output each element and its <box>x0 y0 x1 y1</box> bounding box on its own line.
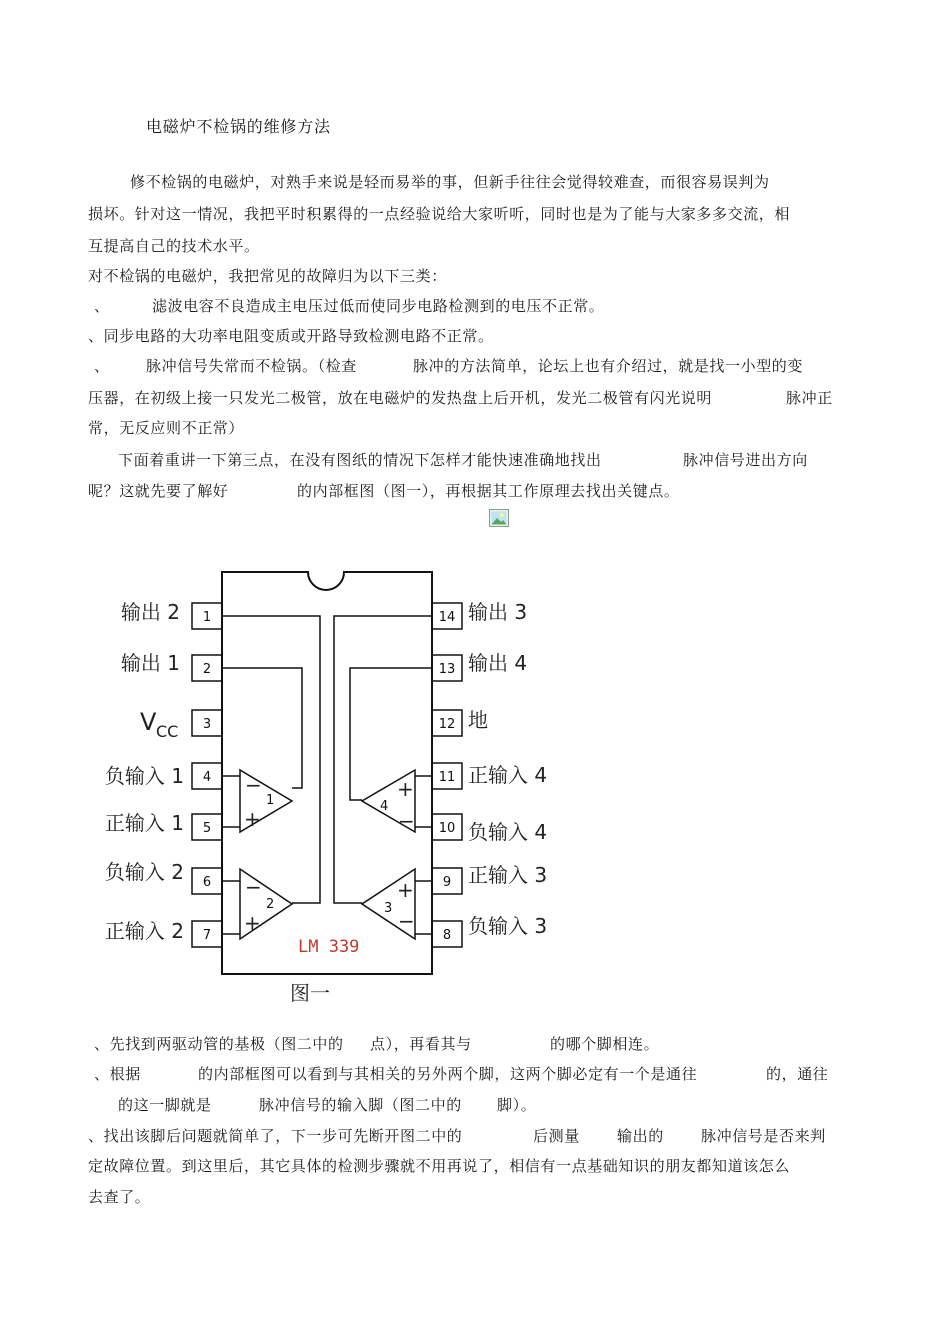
pin-3-number: 3 <box>202 717 212 732</box>
pin-5-number: 5 <box>202 821 212 836</box>
pin-14-label: 输出 3 <box>468 600 528 624</box>
step-3f: 去查了。 <box>88 1188 151 1206</box>
step-3a: 、找出该脚后问题就简单了，下一步可先断开图二中的 <box>88 1127 463 1145</box>
pin-7-number: 7 <box>202 928 212 943</box>
classify-text: 对不检锅的电磁炉，我把常见的故障归为以下三类： <box>88 267 447 285</box>
pin-1-label: 输出 2 <box>120 600 180 624</box>
pin-8-label: 负输入 3 <box>468 914 548 938</box>
pin-4-label: 负输入 1 <box>104 764 184 788</box>
pin-3-label-main: V <box>140 708 157 736</box>
pin-5-label: 正输入 1 <box>104 811 184 835</box>
pin-9-label: 正输入 3 <box>468 863 548 887</box>
page-title: 电磁炉不检锅的维修方法 <box>146 117 331 136</box>
step-2a: 、根据 <box>94 1065 141 1083</box>
pin-13-number: 13 <box>438 662 456 677</box>
pin-2-number: 2 <box>202 662 212 677</box>
image-placeholder-icon <box>489 509 509 527</box>
comparator-1-minus: − <box>245 773 262 797</box>
pin-1-number: 1 <box>202 610 212 625</box>
focus-line-2b: 的内部框图（图一），再根据其工作原理去找出关键点。 <box>297 482 680 500</box>
fault-3-text-2: 脉冲的方法简单，论坛上也有介绍过，就是找一小型的变 <box>413 357 804 375</box>
comparator-1-number: 1 <box>266 793 275 808</box>
step-2b: 的内部框图可以看到与其相关的另外两个脚，这两个脚必定有一个是通往 <box>198 1065 698 1083</box>
pin-12-label: 地 <box>468 708 488 732</box>
step-1a: 、先找到两驱动管的基极（图二中的 <box>94 1035 344 1053</box>
step-2c: 的，通往 <box>766 1065 829 1083</box>
comparator-2-minus: − <box>245 875 262 899</box>
figure-caption: 图一 <box>290 981 330 1005</box>
fault-3-text: 脉冲信号失常而不检锅。（检查 <box>146 357 357 375</box>
pin-11-number: 11 <box>438 770 456 785</box>
intro-line-1: 修不检锅的电磁炉，对熟手来说是轻而易举的事，但新手往往会觉得较难查，而很容易误判为 <box>130 173 770 191</box>
intro-line-3: 互提高自己的技术水平。 <box>88 237 260 255</box>
comparator-2-plus: + <box>244 911 261 935</box>
pin-7-label: 正输入 2 <box>104 919 184 943</box>
pin-9-number: 9 <box>442 875 452 890</box>
focus-line-1b: 脉冲信号进出方向 <box>683 451 808 469</box>
step-3b: 后测量 <box>533 1127 580 1145</box>
pin-8-number: 8 <box>442 928 452 943</box>
fault-2-text: 、同步电路的大功率电阻变质或开路导致检测电路不正常。 <box>88 327 494 345</box>
fault-3-cont-2: 常，无反应则不正常） <box>88 419 245 437</box>
comparator-3-plus: + <box>397 878 414 902</box>
fault-3-cont-1a: 压器，在初级上接一只发光二极管，放在电磁炉的发热盘上后开机，发光二极管有闪光说明 <box>88 389 713 407</box>
step-3d: 脉冲信号是否来判 <box>701 1127 826 1145</box>
step-1c: 的哪个脚相连。 <box>550 1035 660 1053</box>
pin-12-number: 12 <box>438 717 456 732</box>
pin-6-number: 6 <box>202 875 212 890</box>
pin-10-number: 10 <box>438 821 456 836</box>
comparator-4-minus: − <box>398 809 415 833</box>
pin-4-number: 4 <box>202 770 212 785</box>
comparator-1-plus: + <box>244 807 261 831</box>
step-2f: 脚）。 <box>497 1096 537 1114</box>
focus-line-2a: 呢？这就先要了解好 <box>88 482 229 500</box>
step-2e: 脉冲信号的输入脚（图二中的 <box>259 1096 462 1114</box>
comparator-4-number: 4 <box>380 799 389 814</box>
focus-line-1a: 下面着重讲一下第三点，在没有图纸的情况下怎样才能快速准确地找出 <box>118 451 602 469</box>
pin-2-label: 输出 1 <box>120 651 180 675</box>
fault-3-prefix: 、 <box>94 357 110 375</box>
fault-3-cont-1b: 脉冲正 <box>786 389 833 407</box>
step-1b: 点），再看其与 <box>370 1035 472 1053</box>
intro-line-2: 损坏。针对这一情况，我把平时积累得的一点经验说给大家听听，同时也是为了能与大家多多交流，相 <box>88 205 791 223</box>
pin-10-label: 负输入 4 <box>468 820 548 844</box>
lm339-pinout-diagram <box>80 560 580 1010</box>
comparator-2-number: 2 <box>266 897 275 912</box>
chip-name: LM 339 <box>298 937 360 957</box>
step-2d: 的这一脚就是 <box>118 1096 212 1114</box>
pin-6-label: 负输入 2 <box>104 860 184 884</box>
step-3e: 定故障位置。到这里后，其它具体的检测步骤就不用再说了，相信有一点基础知识的朋友都知道该怎么 <box>88 1157 791 1175</box>
pin-11-label: 正输入 4 <box>468 763 548 787</box>
comparator-3-minus: − <box>398 909 415 933</box>
fault-1-prefix: 、 <box>94 297 110 315</box>
pin-13-label: 输出 4 <box>468 651 528 675</box>
comparator-3-number: 3 <box>384 901 393 916</box>
pin-3-label-sub: CC <box>156 722 179 741</box>
step-3c: 输出的 <box>617 1127 664 1145</box>
pin-14-number: 14 <box>438 610 456 625</box>
fault-1-text: 滤波电容不良造成主电压过低而使同步电路检测到的电压不正常。 <box>152 297 605 315</box>
comparator-4-plus: + <box>397 777 414 801</box>
